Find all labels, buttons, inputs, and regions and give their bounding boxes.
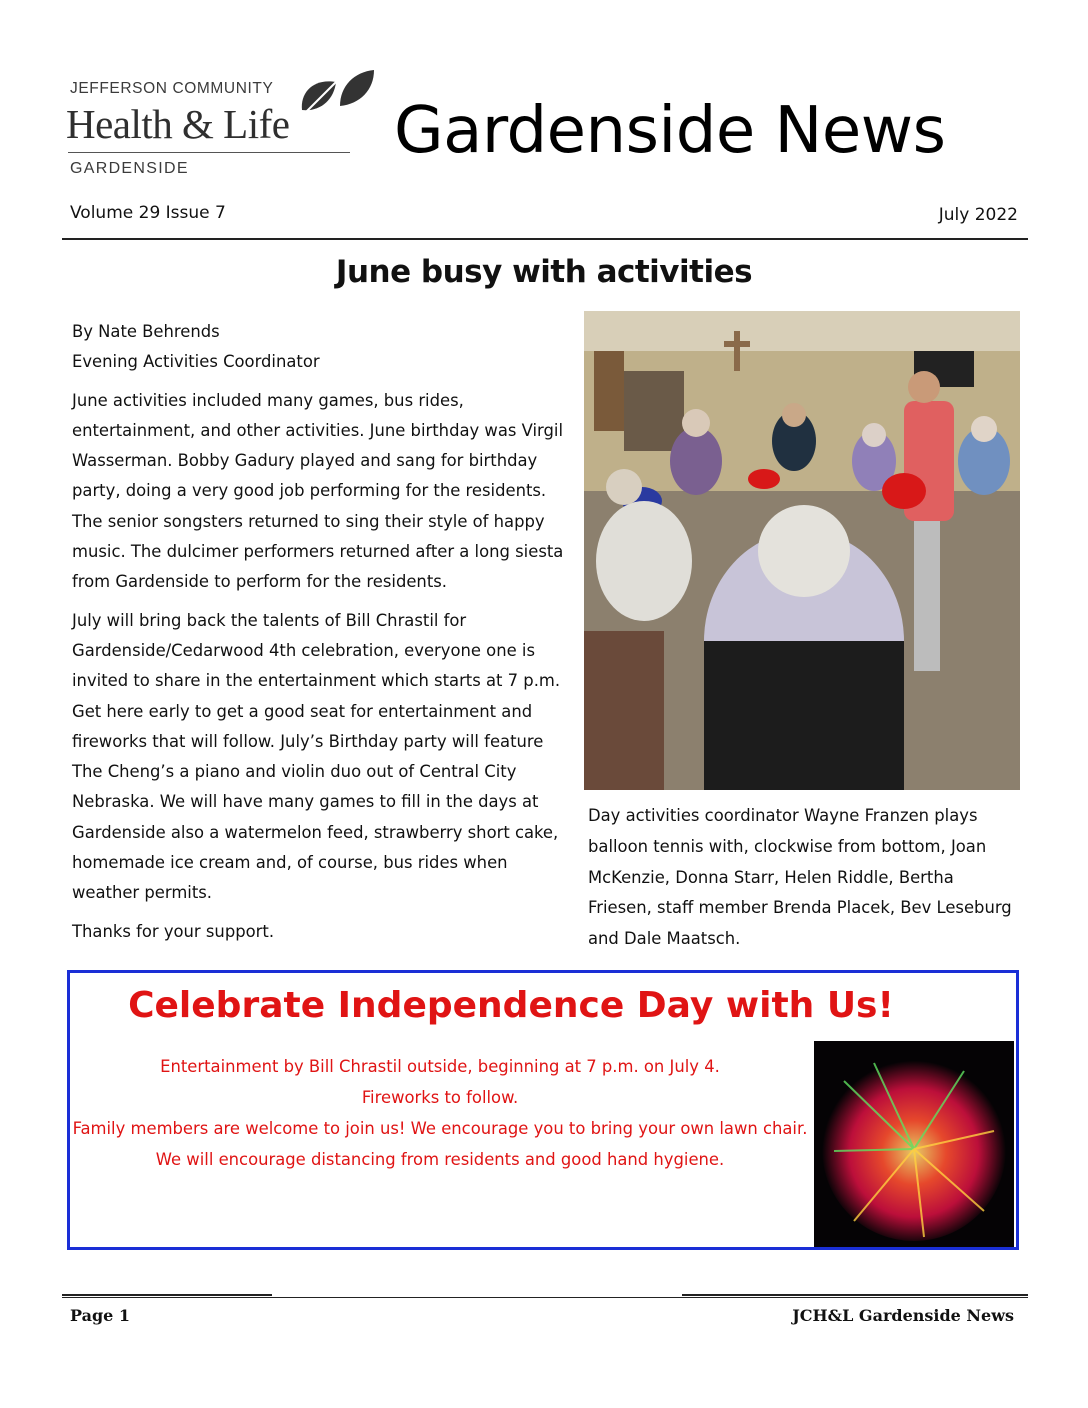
leaf-logo-icon	[296, 66, 376, 116]
publication-name: JCH&L Gardenside News	[792, 1306, 1014, 1325]
footer-accent-right	[682, 1294, 1028, 1296]
event-line: Entertainment by Bill Chrastil outside, beginning at 7 p.m. on July 4.	[160, 1057, 720, 1076]
organization-logo	[66, 66, 386, 184]
article-author: By Nate Behrends	[72, 322, 220, 341]
fireworks-image	[814, 1041, 1014, 1247]
event-details	[70, 1051, 810, 1175]
event-title: Celebrate Independence Day with Us!	[128, 985, 894, 1026]
page-number: Page 1	[70, 1306, 131, 1325]
article-paragraph: Thanks for your support.	[72, 921, 275, 941]
event-line: Family members are welcome to join us! We encourage you to bring your own lawn chair. We will encourage distancing from residents and good hand hygiene.	[72, 1119, 808, 1169]
fireworks-icon	[814, 1041, 1014, 1247]
activity-photo	[584, 311, 1020, 790]
masthead-divider	[62, 238, 1028, 240]
photo-caption: Day activities coordinator Wayne Franzen plays balloon tennis with, clockwise from bottom, Joan McKenzie, Donna Starr, Helen Riddle, Bertha Friesen, staff member Brenda Placek, Bev Leseburg and Dale Maatsch.	[588, 806, 1012, 949]
newsletter-title: Gardenside News	[394, 94, 946, 168]
logo-line-2: Health & Life	[66, 101, 290, 147]
logo-line-1: JEFFERSON COMMUNITY	[70, 80, 274, 97]
issue-date: July 2022	[938, 205, 1018, 225]
independence-day-box	[67, 970, 1019, 1250]
article-body	[72, 317, 576, 955]
article-author-title: Evening Activities Coordinator	[72, 352, 320, 372]
event-line: Fireworks to follow.	[361, 1088, 519, 1107]
footer-divider	[62, 1297, 1028, 1298]
article-paragraph: June activities included many games, bus rides, entertainment, and other activities. June birthday was Virgil Wasserman. Bobby Gadury played and sang for birthday party, doing a very good job performing for the residents. The senior songsters returned to sing their style of happy music. The dulcimer performers returned after a long siesta from Gardenside to perform for the residents.	[72, 390, 564, 592]
article-headline: June busy with activities	[335, 254, 753, 290]
footer-accent-left	[62, 1294, 272, 1296]
activity-photo-illustration	[584, 311, 1020, 790]
logo-divider	[68, 152, 350, 153]
article-paragraph: July will bring back the talents of Bill Chrastil for Gardenside/Cedarwood 4th celebration, everyone one is invited to share in the entertainment which starts at 7 p.m. Get here early to get a good seat for entertainment and fireworks that will follow. July’s Birthday party will feature The Cheng’s a piano and violin duo out of Central City Nebraska. We will have many games to fill in the days at Gardenside also a watermelon feed, strawberry short cake, homemade ice cream and, of course, bus rides when weather permits.	[72, 610, 561, 903]
volume-issue: Volume 29 Issue 7	[70, 203, 226, 223]
logo-line-3: GARDENSIDE	[70, 160, 189, 177]
